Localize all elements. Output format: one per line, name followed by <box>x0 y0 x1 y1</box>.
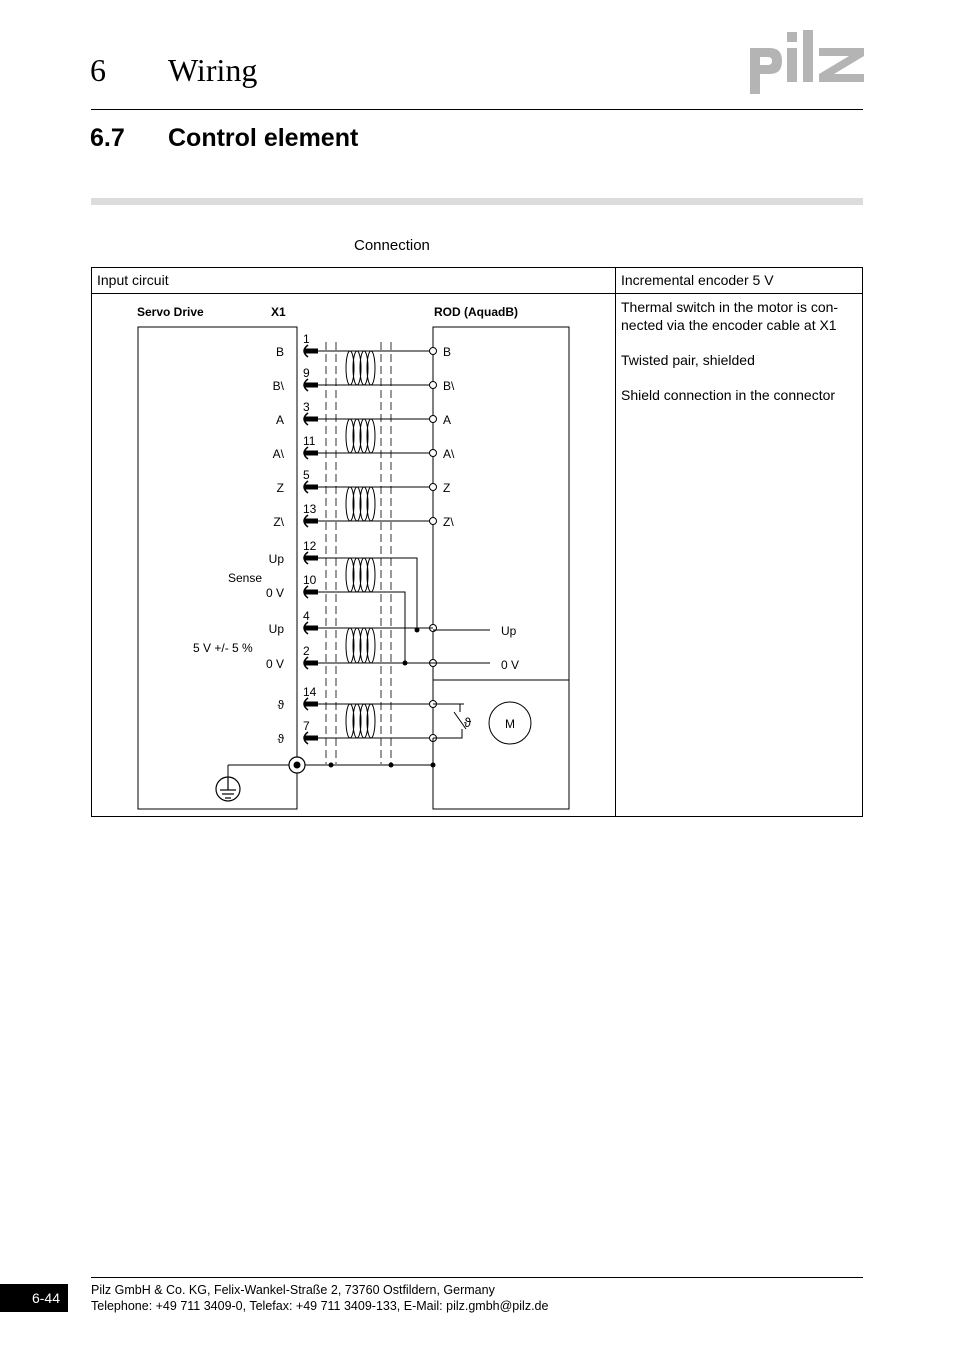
pin-number: 10 <box>303 573 317 587</box>
section-title: Control element <box>168 124 359 152</box>
chapter-number: 6 <box>90 52 106 88</box>
connector-pin <box>304 519 318 524</box>
servo-drive-title: Servo Drive <box>137 305 204 319</box>
connector-pin <box>304 383 318 388</box>
twisted-pair-icon <box>346 419 375 453</box>
pin-signal-label: 0 V <box>265 586 284 600</box>
table-column-divider <box>615 268 616 816</box>
twisted-pair-icon <box>346 487 375 521</box>
twisted-pair-icon <box>346 628 375 663</box>
rod-title: ROD (AquadB) <box>434 305 518 319</box>
connection-table <box>91 267 863 817</box>
encoder-signal-label: B\ <box>443 379 455 393</box>
section-number: 6.7 <box>90 124 125 152</box>
encoder-up-label: Up <box>501 624 517 638</box>
footer-rule <box>91 1277 863 1278</box>
header-input-circuit: Input circuit <box>97 272 169 288</box>
page-number: 6-44 <box>0 1284 68 1312</box>
section-bar <box>91 198 863 205</box>
pin-row <box>269 539 377 566</box>
junction-0v <box>403 661 408 666</box>
connector-pin <box>304 590 318 595</box>
footer-contact: Telephone: +49 711 3409-0, Telefax: +49 711 3409-133, E-Mail: pilz.gmbh@pilz.de <box>91 1299 549 1313</box>
pin-number: 1 <box>303 332 310 346</box>
pin-number: 5 <box>303 468 310 482</box>
pin-number: 13 <box>303 502 317 516</box>
pin-row <box>273 366 455 393</box>
notes-column <box>621 298 857 421</box>
pin-signal-label: B\ <box>272 379 284 393</box>
pilz-logo <box>748 28 866 96</box>
encoder-signal-label: Z\ <box>443 515 454 529</box>
connector-pin <box>304 485 318 490</box>
encoder-signal-label: Z <box>443 481 451 495</box>
encoder-terminal <box>430 518 437 525</box>
pin-number: 14 <box>303 685 317 699</box>
junction-shield-2 <box>389 763 394 768</box>
junction-up <box>415 628 420 633</box>
twisted-pair-icon <box>346 558 375 592</box>
pin-row <box>266 644 437 671</box>
thermal-wire-top <box>433 704 460 712</box>
pin-number: 2 <box>303 644 310 658</box>
earth-icon <box>216 777 240 801</box>
pin-row <box>277 719 436 746</box>
pin-signal-label: Z\ <box>273 515 284 529</box>
pin-row <box>273 502 454 529</box>
wiring-diagram <box>92 294 614 816</box>
encoder-terminal <box>430 484 437 491</box>
pin-signal-label: ϑ <box>277 698 284 712</box>
note-thermal-switch: Thermal switch in the motor is con-nected via the encoder cable at X1 <box>621 299 839 333</box>
pin-number: 11 <box>303 434 316 448</box>
pin-row <box>276 332 451 359</box>
pin-signal-label: 0 V <box>265 657 284 671</box>
pin-signal-label: Up <box>268 552 284 566</box>
pin-signal-label: A\ <box>272 447 284 461</box>
encoder-box <box>433 327 569 809</box>
pin-row <box>273 434 455 461</box>
header-rule <box>91 109 863 110</box>
connector-pin <box>304 626 318 631</box>
encoder-signal-label: B <box>443 345 452 359</box>
connector-pin <box>304 417 318 422</box>
pin-number: 12 <box>303 539 317 553</box>
encoder-terminal <box>430 416 437 423</box>
supply-label: 5 V +/- 5 % <box>193 641 253 655</box>
pin-number: 4 <box>303 609 310 623</box>
junction-shield-3 <box>431 763 436 768</box>
pin-signal-label: Up <box>268 622 284 636</box>
encoder-signal-label: A <box>443 413 452 427</box>
table-caption: Connection <box>354 237 430 254</box>
thermal-symbol: ϑ <box>464 715 472 730</box>
connector-pin <box>304 556 318 561</box>
pin-number: 7 <box>303 719 310 733</box>
header-encoder: Incremental encoder 5 V <box>621 272 774 288</box>
pin-number: 3 <box>303 400 310 414</box>
connector-pin <box>304 736 318 741</box>
thermal-wire-bottom <box>433 729 462 738</box>
note-shield: Shield connection in the connector <box>621 387 836 403</box>
twisted-pair-icon <box>346 351 375 385</box>
servo-drive-box <box>138 327 297 809</box>
connector-pin <box>304 349 318 354</box>
connector-pin <box>304 702 318 707</box>
note-twisted-pair: Twisted pair, shielded <box>621 352 755 368</box>
junction-shield-1 <box>329 763 334 768</box>
sense-up-wire <box>377 558 417 630</box>
pin-signal-label: A <box>275 413 284 427</box>
twisted-pair-icon <box>346 704 375 738</box>
connector-pin <box>304 661 318 666</box>
pin-signal-label: ϑ <box>277 732 284 746</box>
chapter-title: Wiring <box>168 52 258 88</box>
motor-label: M <box>505 717 515 731</box>
pin-rows <box>266 332 455 746</box>
encoder-terminal <box>430 348 437 355</box>
pin-row <box>277 468 451 495</box>
pin-signal-label: B <box>275 345 284 359</box>
footer-address: Pilz GmbH & Co. KG, Felix-Wankel-Straße 2, 73760 Ostfildern, Germany <box>91 1283 495 1297</box>
pin-row <box>277 685 436 712</box>
x1-title: X1 <box>271 305 286 319</box>
pin-signal-label: Z <box>276 481 284 495</box>
sense-label: Sense <box>228 571 263 585</box>
pin-row <box>276 400 451 427</box>
encoder-terminal <box>430 382 437 389</box>
encoder-0v-label: 0 V <box>501 658 520 672</box>
pin-number: 9 <box>303 366 310 380</box>
encoder-signal-label: A\ <box>443 447 455 461</box>
encoder-terminal <box>430 450 437 457</box>
connector-pin <box>304 451 318 456</box>
